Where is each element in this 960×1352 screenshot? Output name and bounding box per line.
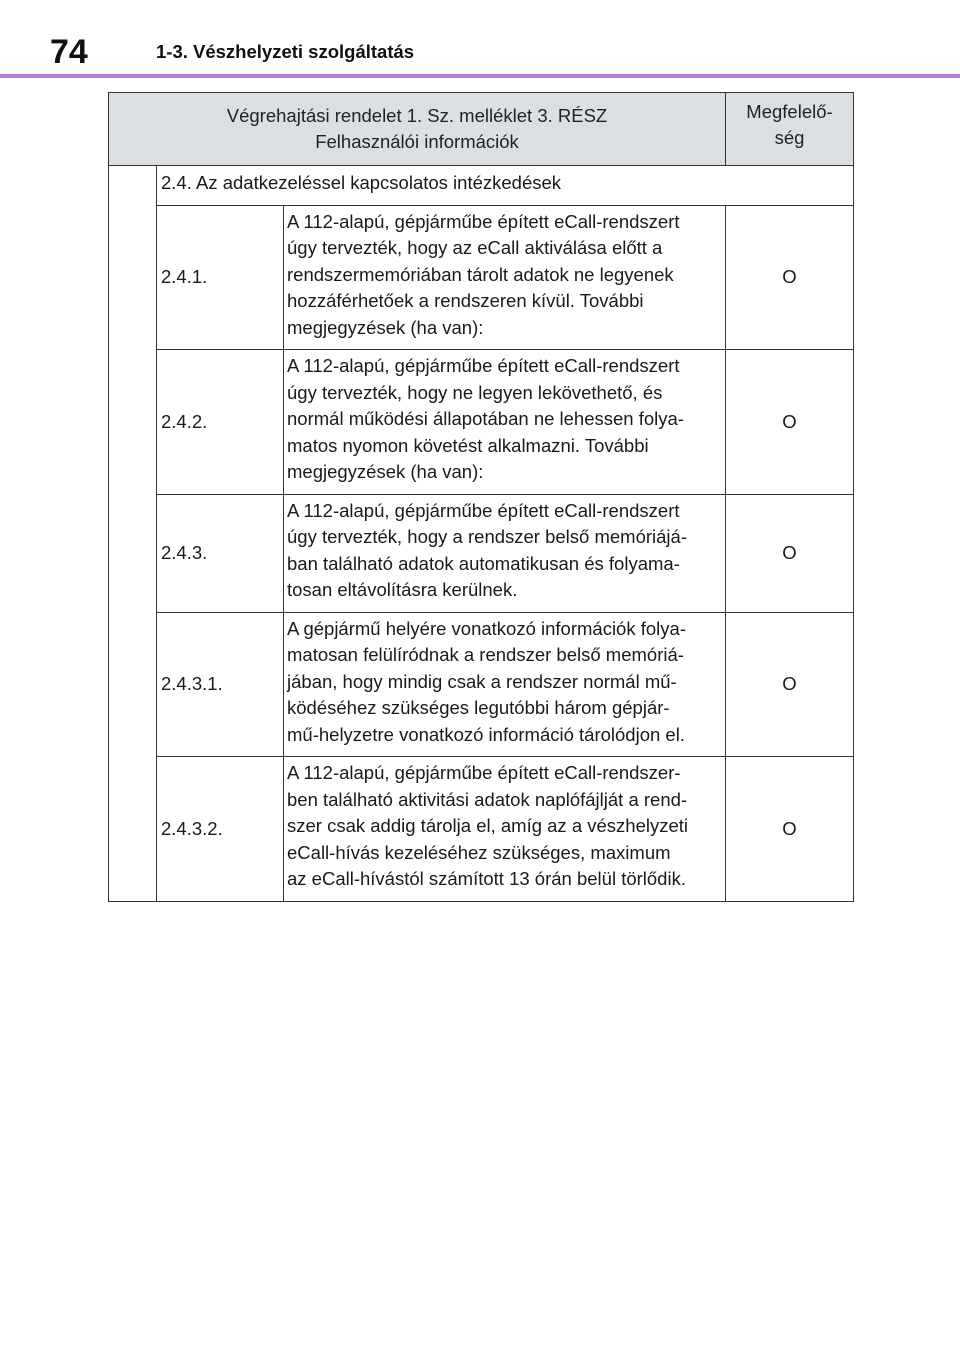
description-line: rendszermemóriában tárolt adatok ne legyenek xyxy=(287,263,674,285)
table-row xyxy=(109,166,854,206)
description-line: megjegyzések (ha van): xyxy=(287,316,484,338)
description-line: A gépjármű helyére vonatkozó információk folya- xyxy=(287,617,686,639)
header-divider xyxy=(0,74,960,78)
row-number: 2.4.2. xyxy=(157,350,284,495)
table-row xyxy=(109,757,854,902)
description-line: úgy tervezték, hogy ne legyen lekövethető, és xyxy=(287,381,663,403)
description-line: szer csak addig tárolja el, amíg az a vészhelyzeti xyxy=(287,815,689,836)
header-line: Felhasználói információk xyxy=(315,131,519,152)
description-line: matosan felülíródnak a rendszer belső memóriá- xyxy=(287,644,684,665)
page-number: 74 xyxy=(50,33,88,71)
description-line: A 112-alapú, gépjárműbe épített eCall-rendszert xyxy=(287,499,680,521)
row-number: 2.4.3. xyxy=(157,494,284,612)
table-row xyxy=(109,350,854,495)
table-header-compliance xyxy=(726,93,854,166)
page-header xyxy=(0,0,960,80)
row-compliance-value: O xyxy=(726,757,854,902)
description-line: ködéséhez szükséges legutóbbi három gépjár- xyxy=(287,697,670,718)
description-line: matos nyomon követést alkalmazni. További xyxy=(287,434,649,456)
row-number: 2.4.3.1. xyxy=(157,612,284,757)
description-line: megjegyzések (ha van): xyxy=(287,461,484,482)
indent-cell xyxy=(109,166,157,902)
description-line: A 112-alapú, gépjárműbe épített eCall-rendszer- xyxy=(287,762,681,783)
subsection-title: 2.4. Az adatkezeléssel kapcsolatos intézkedések xyxy=(157,166,854,206)
description-line: ban található adatok automatikusan és folyama- xyxy=(287,552,680,574)
table-header-regulation xyxy=(109,93,726,166)
row-description xyxy=(284,205,726,350)
row-description xyxy=(284,350,726,495)
compliance-table xyxy=(108,92,854,902)
header-line: ség xyxy=(774,127,805,148)
description-line: tosan eltávolításra kerülnek. xyxy=(287,579,518,600)
header-line: Megfelelő- xyxy=(746,101,833,122)
description-line: ben található aktivitási adatok naplófájlját a rend- xyxy=(287,788,688,810)
description-line: úgy tervezték, hogy az eCall aktiválása előtt a xyxy=(287,237,663,258)
row-compliance-value: O xyxy=(726,494,854,612)
row-number: 2.4.3.2. xyxy=(157,757,284,902)
description-line: eCall-hívás kezeléséhez szükséges, maximum xyxy=(287,841,671,863)
row-compliance-value: O xyxy=(726,612,854,757)
table-row xyxy=(109,612,854,757)
description-line: A 112-alapú, gépjárműbe épített eCall-rendszert xyxy=(287,355,680,376)
table-row xyxy=(109,494,854,612)
row-description xyxy=(284,494,726,612)
description-line: normál működési állapotában ne lehessen folya- xyxy=(287,408,684,429)
table-header-row xyxy=(109,93,854,166)
description-line: az eCall-hívástól számított 13 órán belül törlődik. xyxy=(287,868,686,889)
description-line: A 112-alapú, gépjárműbe épített eCall-rendszert xyxy=(287,210,680,232)
description-line: mű-helyzetre vonatkozó információ tárolódjon el. xyxy=(287,723,685,745)
row-description xyxy=(284,612,726,757)
section-title: 1-3. Vészhelyzeti szolgáltatás xyxy=(156,41,415,62)
table-row xyxy=(109,205,854,350)
row-number: 2.4.1. xyxy=(157,205,284,350)
header-line: Végrehajtási rendelet 1. Sz. melléklet 3. RÉSZ xyxy=(226,105,608,126)
row-description xyxy=(284,757,726,902)
description-line: úgy tervezték, hogy a rendszer belső memóriájá- xyxy=(287,526,687,547)
description-line: hozzáférhetőek a rendszeren kívül. További xyxy=(287,290,644,311)
row-compliance-value: O xyxy=(726,205,854,350)
row-compliance-value: O xyxy=(726,350,854,495)
description-line: jában, hogy mindig csak a rendszer normál mű- xyxy=(287,670,677,692)
